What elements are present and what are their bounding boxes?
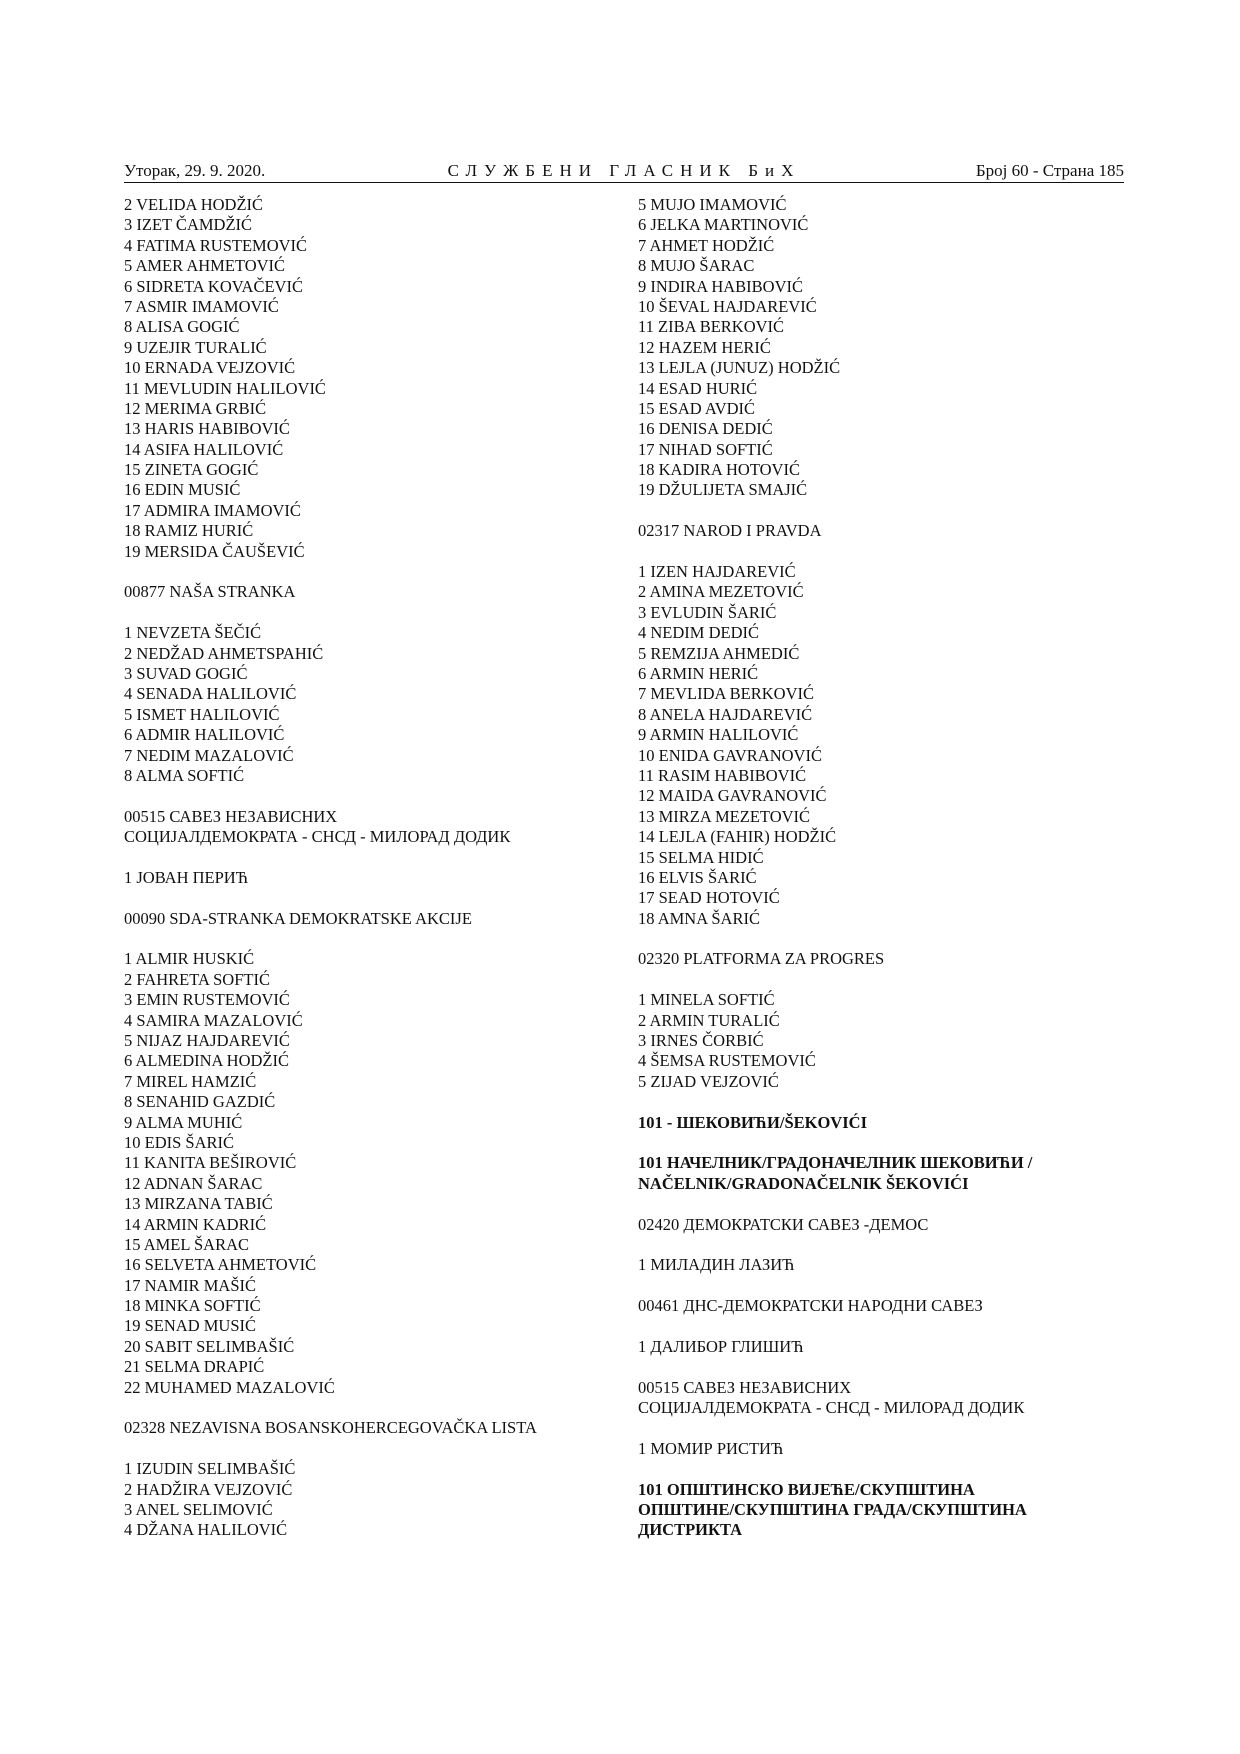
- list-entry: 17 ADMIRA IMAMOVIĆ: [124, 500, 301, 520]
- list-entry: 11 MEVLUDIN HALILOVIĆ: [124, 378, 326, 398]
- list-entry: 6 SIDRETA KOVAČEVIĆ: [124, 276, 303, 296]
- section-heading: NAČELNIK/GRADONAČELNIK ŠEKOVIĆI: [638, 1173, 969, 1193]
- list-entry: 6 JELKA MARTINOVIĆ: [638, 215, 809, 235]
- blank-line: [638, 1235, 1128, 1255]
- list-entry: 20 SABIT SELIMBAŠIĆ: [124, 1336, 295, 1356]
- list-entry: 02328 NEZAVISNA BOSANSKOHERCEGOVAČKA LISTA: [124, 1418, 537, 1438]
- blank-line: [638, 929, 1128, 949]
- list-entry: 5 ISMET HALILOVIĆ: [124, 704, 280, 724]
- list-entry: 12 MAIDA GAVRANOVIĆ: [638, 786, 827, 806]
- blank-line: [638, 1357, 1128, 1377]
- list-entry: 4 FATIMA RUSTEMOVIĆ: [124, 235, 308, 255]
- blank-line: [124, 1439, 624, 1459]
- blank-line: [124, 848, 624, 868]
- list-entry: 00877 NAŠA STRANKA: [124, 582, 296, 602]
- list-entry: 6 ARMIN HERIĆ: [638, 663, 759, 683]
- list-entry: 9 ALMA MUHIĆ: [124, 1112, 243, 1132]
- list-entry: 3 EMIN RUSTEMOVIĆ: [124, 990, 290, 1010]
- list-entry: 9 ARMIN HALILOVIĆ: [638, 725, 799, 745]
- blank-line: [638, 1418, 1128, 1438]
- header-title: СЛУЖБЕНИ ГЛАСНИК БиХ: [447, 161, 801, 180]
- list-entry: 8 ALMA SOFTIĆ: [124, 765, 245, 785]
- blank-line: [638, 1276, 1128, 1296]
- list-entry: 10 EDIS ŠARIĆ: [124, 1132, 235, 1152]
- blank-line: [124, 1398, 624, 1418]
- list-entry: 4 SAMIRA MAZALOVIĆ: [124, 1010, 303, 1030]
- list-entry: 2 AMINA MEZETOVIĆ: [638, 582, 804, 602]
- list-entry: 4 ŠEMSA RUSTEMOVIĆ: [638, 1051, 816, 1071]
- list-entry: 9 UZEJIR TURALIĆ: [124, 337, 267, 357]
- header-date: Уторак, 29. 9. 2020.: [124, 161, 266, 180]
- list-entry: 10 ŠEVAL HAJDAREVIĆ: [638, 296, 817, 316]
- section-heading: 101 - ШЕКОВИЋИ/ŠEKOVIĆI: [638, 1112, 867, 1132]
- section-heading: ДИСТРИКТА: [638, 1520, 743, 1540]
- list-entry: 3 IZET ČAMDŽIĆ: [124, 215, 253, 235]
- list-entry: 21 SELMA DRAPIĆ: [124, 1357, 265, 1377]
- header-page-number: Број 60 - Страна 185: [975, 161, 1124, 180]
- blank-line: [124, 562, 624, 582]
- blank-line: [124, 888, 624, 908]
- list-entry: 19 DŽULIJETA SMAJIĆ: [638, 480, 808, 500]
- list-entry: 00461 ДНС-ДЕМОКРАТСКИ НАРОДНИ САВЕЗ: [638, 1296, 983, 1316]
- list-entry: 3 EVLUDIN ŠARIĆ: [638, 602, 777, 622]
- list-entry: 11 ZIBA BERKOVIĆ: [638, 317, 785, 337]
- list-entry: 11 KANITA BEŠIROVIĆ: [124, 1153, 297, 1173]
- list-entry: 17 NIHAD SOFTIĆ: [638, 439, 773, 459]
- list-entry: 22 MUHAMED MAZALOVIĆ: [124, 1377, 335, 1397]
- list-entry: 18 AMNA ŠARIĆ: [638, 908, 760, 928]
- list-entry: 15 SELMA HIDIĆ: [638, 847, 764, 867]
- page-header: [124, 160, 1124, 182]
- list-entry: 1 IZEN HAJDAREVIĆ: [638, 562, 796, 582]
- list-entry: 7 MIREL HAMZIĆ: [124, 1071, 257, 1091]
- list-entry: 10 ERNADA VEJZOVIĆ: [124, 358, 296, 378]
- blank-line: [638, 501, 1128, 521]
- list-entry: 18 RAMIZ HURIĆ: [124, 521, 254, 541]
- list-entry: 7 NEDIM MAZALOVIĆ: [124, 745, 294, 765]
- list-entry: 11 RASIM HABIBOVIĆ: [638, 765, 807, 785]
- list-entry: 17 NAMIR MAŠIĆ: [124, 1275, 257, 1295]
- list-entry: 6 ALMEDINA HODŽIĆ: [124, 1051, 289, 1071]
- list-entry: 5 ZIJAD VEJZOVIĆ: [638, 1071, 779, 1091]
- blank-line: [638, 1092, 1128, 1112]
- blank-line: [638, 1316, 1128, 1336]
- list-entry: СОЦИЈАЛДЕМОКРАТА - СНСД - МИЛОРАД ДОДИК: [124, 827, 511, 847]
- list-entry: 15 ESAD AVDIĆ: [638, 398, 756, 418]
- list-entry: 2 FAHRETA SOFTIĆ: [124, 969, 270, 989]
- list-entry: 1 NEVZETA ŠEČIĆ: [124, 623, 262, 643]
- list-entry: 3 SUVAD GOGIĆ: [124, 663, 248, 683]
- list-entry: 1 MINELA SOFTIĆ: [638, 990, 775, 1010]
- list-entry: 8 ANELA HAJDAREVIĆ: [638, 704, 813, 724]
- list-entry: 6 ADMIR HALILOVIĆ: [124, 725, 285, 745]
- blank-line: [638, 970, 1128, 990]
- list-entry: 17 SEAD HOTOVIĆ: [638, 888, 780, 908]
- list-entry: 12 MERIMA GRBIĆ: [124, 398, 267, 418]
- list-entry: 1 ДАЛИБОР ГЛИШИЋ: [638, 1336, 804, 1356]
- blank-line: [124, 603, 624, 623]
- list-entry: 5 NIJAZ HAJDAREVIĆ: [124, 1031, 290, 1051]
- list-entry: 2 HADŽIRA VEJZOVIĆ: [124, 1479, 293, 1499]
- list-entry: 7 AHMET HODŽIĆ: [638, 235, 775, 255]
- list-entry: 15 AMEL ŠARAC: [124, 1234, 249, 1254]
- list-entry: 4 NEDIM DEDIĆ: [638, 623, 759, 643]
- list-entry: 13 MIRZANA TABIĆ: [124, 1194, 273, 1214]
- list-entry: 2 NEDŽAD AHMETSPAHIĆ: [124, 643, 324, 663]
- list-entry: 4 DŽANA HALILOVIĆ: [124, 1520, 288, 1540]
- list-entry: 00515 САВЕЗ НЕЗАВИСНИХ: [638, 1377, 852, 1397]
- list-entry: 15 ZINETA GOGIĆ: [124, 460, 259, 480]
- list-entry: 1 ЈОВАН ПЕРИЋ: [124, 867, 248, 887]
- list-entry: 8 ALISA GOGIĆ: [124, 317, 240, 337]
- blank-line: [638, 1133, 1128, 1153]
- list-entry: 8 MUJO ŠARAC: [638, 256, 755, 276]
- list-entry: 16 DENISA DEDIĆ: [638, 419, 773, 439]
- list-entry: 19 SENAD MUSIĆ: [124, 1316, 257, 1336]
- list-entry: 16 EDIN MUSIĆ: [124, 480, 241, 500]
- section-heading: 101 НАЧЕЛНИК/ГРАДОНАЧЕЛНИК ШЕКОВИЋИ /: [638, 1153, 1033, 1173]
- right-column: [638, 195, 1128, 1541]
- list-entry: 8 SENAHID GAZDIĆ: [124, 1092, 276, 1112]
- header-rule: [124, 182, 1124, 183]
- list-entry: 1 МИЛАДИН ЛАЗИЋ: [638, 1255, 795, 1275]
- list-entry: 3 ANEL SELIMOVIĆ: [124, 1500, 273, 1519]
- list-entry: 12 HAZEM HERIĆ: [638, 337, 771, 357]
- blank-line: [638, 542, 1128, 562]
- list-entry: 7 MEVLIDA BERKOVIĆ: [638, 684, 814, 704]
- list-entry: 02420 ДЕМОКРАТСКИ САВЕЗ -ДЕМОС: [638, 1214, 929, 1234]
- list-entry: 5 MUJO IMAMOVIĆ: [638, 195, 787, 214]
- list-entry: 00090 SDA-STRANKA DEMOKRATSKE AKCIJE: [124, 908, 472, 928]
- list-entry: 16 SELVETA AHMETOVIĆ: [124, 1255, 317, 1275]
- list-entry: 02320 PLATFORMA ZA PROGRES: [638, 949, 885, 969]
- list-entry: 13 MIRZA MEZETOVIĆ: [638, 806, 811, 826]
- blank-line: [638, 1459, 1128, 1479]
- list-entry: 14 ESAD HURIĆ: [638, 378, 758, 398]
- list-entry: 12 ADNAN ŠARAC: [124, 1173, 263, 1193]
- list-entry: 19 MERSIDA ČAUŠEVIĆ: [124, 541, 305, 561]
- list-entry: 1 МОМИР РИСТИЋ: [638, 1438, 784, 1458]
- list-entry: 13 HARIS HABIBOVIĆ: [124, 419, 290, 439]
- list-entry: 14 ASIFA HALILOVIĆ: [124, 439, 284, 459]
- section-heading: ОПШТИНЕ/СКУПШТИНА ГРАДА/СКУПШТИНА: [638, 1500, 1027, 1519]
- list-entry: 02317 NAROD I PRAVDA: [638, 521, 822, 541]
- list-entry: 13 LEJLA (JUNUZ) HODŽIĆ: [638, 358, 841, 378]
- list-entry: 5 AMER AHMETOVIĆ: [124, 256, 286, 276]
- list-entry: 3 IRNES ČORBIĆ: [638, 1031, 764, 1051]
- left-column: [124, 195, 624, 1541]
- list-entry: 10 ENIDA GAVRANOVIĆ: [638, 745, 822, 765]
- list-entry: 5 REMZIJA AHMEDIĆ: [638, 643, 800, 663]
- list-entry: 7 ASMIR IMAMOVIĆ: [124, 296, 279, 316]
- list-entry: 1 ALMIR HUSKIĆ: [124, 949, 255, 969]
- list-entry: 16 ELVIS ŠARIĆ: [638, 867, 757, 887]
- list-entry: 14 ARMIN KADRIĆ: [124, 1214, 267, 1234]
- list-entry: СОЦИЈАЛДЕМОКРАТА - СНСД - МИЛОРАД ДОДИК: [638, 1398, 1025, 1418]
- blank-line: [638, 1194, 1128, 1214]
- list-entry: 1 IZUDIN SELIMBAŠIĆ: [124, 1459, 296, 1479]
- list-entry: 18 KADIRA HOTOVIĆ: [638, 460, 800, 480]
- list-entry: 4 SENADA HALILOVIĆ: [124, 684, 297, 704]
- list-entry: 18 MINKA SOFTIĆ: [124, 1296, 261, 1316]
- list-entry: 9 INDIRA HABIBOVIĆ: [638, 276, 803, 296]
- list-entry: 00515 САВЕЗ НЕЗАВИСНИХ: [124, 806, 338, 826]
- list-entry: 14 LEJLA (FAHIR) HODŽIĆ: [638, 827, 837, 847]
- list-entry: 2 ARMIN TURALIĆ: [638, 1010, 780, 1030]
- list-entry: 2 VELIDA HODŽIĆ: [124, 195, 264, 214]
- section-heading: 101 ОПШТИНСКО ВИЈЕЋЕ/СКУПШТИНА: [638, 1479, 975, 1499]
- blank-line: [124, 786, 624, 806]
- blank-line: [124, 929, 624, 949]
